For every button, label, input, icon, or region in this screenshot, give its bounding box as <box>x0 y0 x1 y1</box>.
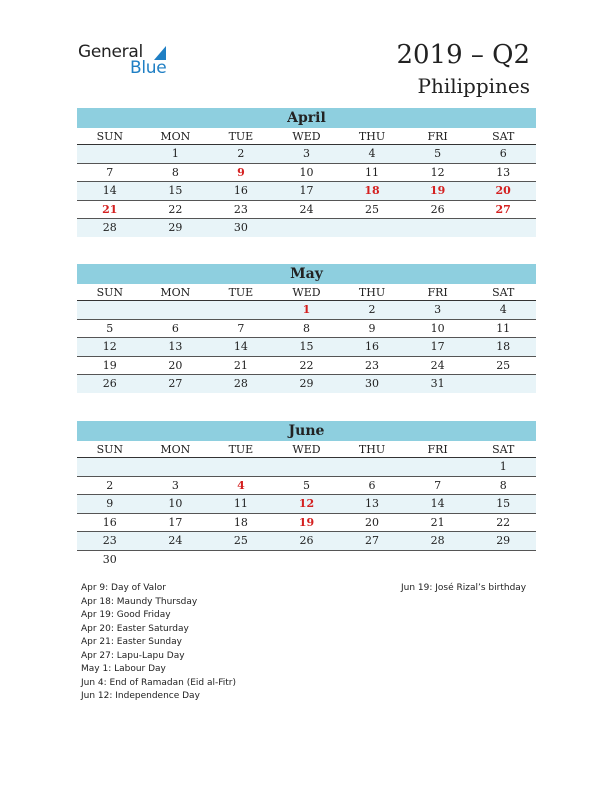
day-cell <box>405 550 471 568</box>
holiday-note: Apr 9: Day of Valor <box>81 583 166 593</box>
day-cell: 24 <box>143 532 209 551</box>
day-cell: 25 <box>470 356 536 375</box>
day-cell: 2 <box>339 301 405 320</box>
month-april <box>77 108 536 237</box>
day-cell: 30 <box>339 375 405 393</box>
weekday-header: TUE <box>208 441 274 458</box>
day-cell: 1 <box>470 458 536 477</box>
page-title: 2019 – Q2 <box>396 40 530 70</box>
weekday-header: FRI <box>405 128 471 145</box>
day-cell: 22 <box>470 513 536 532</box>
day-cell: 4 <box>339 145 405 164</box>
weekday-header: TUE <box>208 284 274 301</box>
day-cell: 18 <box>208 513 274 532</box>
day-cell: 3 <box>143 476 209 495</box>
day-cell: 14 <box>405 495 471 514</box>
week-row <box>77 550 536 568</box>
weekday-header: WED <box>274 128 340 145</box>
day-cell: 9 <box>77 495 143 514</box>
day-cell: 24 <box>405 356 471 375</box>
day-cell: 8 <box>274 319 340 338</box>
holiday-note: Jun 19: José Rizal’s birthday <box>401 583 527 593</box>
month-title: April <box>77 108 536 128</box>
day-cell: 6 <box>143 319 209 338</box>
day-cell: 11 <box>339 163 405 182</box>
week-row <box>77 182 536 201</box>
day-cell: 27 <box>339 532 405 551</box>
day-cell <box>339 458 405 477</box>
weekday-header: SAT <box>470 441 536 458</box>
day-cell: 7 <box>405 476 471 495</box>
day-cell: 31 <box>405 375 471 393</box>
weekday-header: SUN <box>77 128 143 145</box>
week-row <box>77 219 536 237</box>
day-cell: 26 <box>274 532 340 551</box>
day-cell: 26 <box>405 200 471 219</box>
day-cell: 27 <box>143 375 209 393</box>
day-cell: 25 <box>208 532 274 551</box>
day-cell: 17 <box>274 182 340 201</box>
day-cell <box>208 301 274 320</box>
day-cell: 27 <box>470 200 536 219</box>
week-row <box>77 375 536 393</box>
day-cell: 28 <box>208 375 274 393</box>
day-cell: 25 <box>339 200 405 219</box>
holiday-notes-left <box>81 582 236 704</box>
day-cell: 26 <box>77 375 143 393</box>
day-cell: 4 <box>208 476 274 495</box>
week-row <box>77 532 536 551</box>
month-may <box>77 264 536 393</box>
day-cell: 13 <box>339 495 405 514</box>
day-cell: 7 <box>208 319 274 338</box>
day-cell: 2 <box>208 145 274 164</box>
day-cell: 19 <box>77 356 143 375</box>
weekday-header: MON <box>143 284 209 301</box>
weekday-header: MON <box>143 128 209 145</box>
holiday-note: Apr 18: Maundy Thursday <box>81 596 198 607</box>
day-cell <box>339 219 405 237</box>
day-cell: 22 <box>143 200 209 219</box>
day-cell: 7 <box>77 163 143 182</box>
day-cell: 16 <box>208 182 274 201</box>
day-cell: 28 <box>405 532 471 551</box>
day-cell <box>274 550 340 568</box>
week-row <box>77 301 536 320</box>
country-name: Philippines <box>417 74 530 98</box>
day-cell: 1 <box>274 301 340 320</box>
day-cell: 23 <box>208 200 274 219</box>
weekday-header: THU <box>339 284 405 301</box>
day-cell: 14 <box>77 182 143 201</box>
day-cell <box>339 550 405 568</box>
day-cell: 9 <box>339 319 405 338</box>
day-cell: 5 <box>77 319 143 338</box>
weekday-header: WED <box>274 284 340 301</box>
day-cell: 6 <box>470 145 536 164</box>
week-row <box>77 513 536 532</box>
weekday-header: TUE <box>208 128 274 145</box>
holiday-note: Apr 19: Good Friday <box>81 610 171 620</box>
day-cell: 21 <box>405 513 471 532</box>
day-cell: 15 <box>470 495 536 514</box>
weekday-header: SUN <box>77 284 143 301</box>
day-cell: 8 <box>143 163 209 182</box>
week-row <box>77 458 536 477</box>
day-cell <box>143 301 209 320</box>
day-cell: 3 <box>274 145 340 164</box>
day-cell: 11 <box>470 319 536 338</box>
calendar-grid <box>77 128 536 237</box>
day-cell <box>208 458 274 477</box>
day-cell: 5 <box>274 476 340 495</box>
day-cell: 23 <box>339 356 405 375</box>
day-cell: 10 <box>274 163 340 182</box>
week-row <box>77 145 536 164</box>
day-cell: 17 <box>143 513 209 532</box>
day-cell <box>77 301 143 320</box>
day-cell: 20 <box>470 182 536 201</box>
holiday-note: Jun 12: Independence Day <box>81 691 200 701</box>
day-cell <box>77 145 143 164</box>
week-row <box>77 200 536 219</box>
day-cell: 30 <box>208 219 274 237</box>
calendar-grid <box>77 284 536 393</box>
day-cell: 4 <box>470 301 536 320</box>
holiday-note: May 1: Labour Day <box>81 664 166 674</box>
day-cell <box>274 458 340 477</box>
day-cell <box>470 550 536 568</box>
day-cell: 16 <box>339 338 405 357</box>
holiday-note: Apr 20: Easter Saturday <box>81 623 189 634</box>
weekday-header: SUN <box>77 441 143 458</box>
logo-general-text: General <box>78 42 143 62</box>
day-cell: 19 <box>405 182 471 201</box>
day-cell: 10 <box>405 319 471 338</box>
weekday-header: THU <box>339 441 405 458</box>
day-cell: 13 <box>470 163 536 182</box>
weekday-header: WED <box>274 441 340 458</box>
day-cell: 8 <box>470 476 536 495</box>
day-cell: 17 <box>405 338 471 357</box>
day-cell <box>274 219 340 237</box>
week-row <box>77 163 536 182</box>
day-cell: 9 <box>208 163 274 182</box>
holiday-notes-right <box>401 582 526 596</box>
day-cell: 5 <box>405 145 471 164</box>
day-cell <box>470 219 536 237</box>
calendar-grid <box>77 441 536 568</box>
week-row <box>77 476 536 495</box>
day-cell <box>143 458 209 477</box>
day-cell: 24 <box>274 200 340 219</box>
holiday-note: Jun 4: End of Ramadan (Eid al-Fitr) <box>81 677 236 688</box>
month-june <box>77 421 536 568</box>
day-cell: 2 <box>77 476 143 495</box>
day-cell: 12 <box>77 338 143 357</box>
day-cell: 18 <box>470 338 536 357</box>
logo <box>78 42 188 82</box>
day-cell: 21 <box>208 356 274 375</box>
weekday-header: SAT <box>470 284 536 301</box>
day-cell: 13 <box>143 338 209 357</box>
day-cell: 3 <box>405 301 471 320</box>
weekday-header: MON <box>143 441 209 458</box>
holiday-note: Apr 21: Easter Sunday <box>81 637 182 647</box>
month-title: May <box>77 264 536 284</box>
day-cell: 22 <box>274 356 340 375</box>
day-cell: 1 <box>143 145 209 164</box>
day-cell: 29 <box>274 375 340 393</box>
weekday-header: FRI <box>405 441 471 458</box>
day-cell: 12 <box>274 495 340 514</box>
weekday-header: THU <box>339 128 405 145</box>
day-cell: 29 <box>470 532 536 551</box>
logo-blue-text: Blue <box>130 58 167 78</box>
weekday-header: SAT <box>470 128 536 145</box>
day-cell: 12 <box>405 163 471 182</box>
day-cell: 29 <box>143 219 209 237</box>
day-cell: 30 <box>102 552 117 566</box>
day-cell: 23 <box>77 532 143 551</box>
weekday-header: FRI <box>405 284 471 301</box>
day-cell: 18 <box>339 182 405 201</box>
day-cell <box>470 375 536 393</box>
day-cell: 15 <box>274 338 340 357</box>
week-row <box>77 495 536 514</box>
day-cell: 15 <box>143 182 209 201</box>
week-row <box>77 338 536 357</box>
day-cell: 19 <box>274 513 340 532</box>
day-cell: 21 <box>77 200 143 219</box>
day-cell: 6 <box>339 476 405 495</box>
day-cell: 16 <box>77 513 143 532</box>
week-row <box>77 356 536 375</box>
day-cell: 14 <box>208 338 274 357</box>
day-cell <box>405 458 471 477</box>
holiday-note: Apr 27: Lapu-Lapu Day <box>81 650 185 661</box>
day-cell <box>405 219 471 237</box>
day-cell: 28 <box>77 219 143 237</box>
day-cell <box>143 550 209 568</box>
day-cell: 20 <box>339 513 405 532</box>
day-cell: 11 <box>208 495 274 514</box>
day-cell: 20 <box>143 356 209 375</box>
day-cell <box>208 550 274 568</box>
day-cell <box>77 458 143 477</box>
week-row <box>77 319 536 338</box>
day-cell: 10 <box>143 495 209 514</box>
month-title: June <box>77 421 536 441</box>
